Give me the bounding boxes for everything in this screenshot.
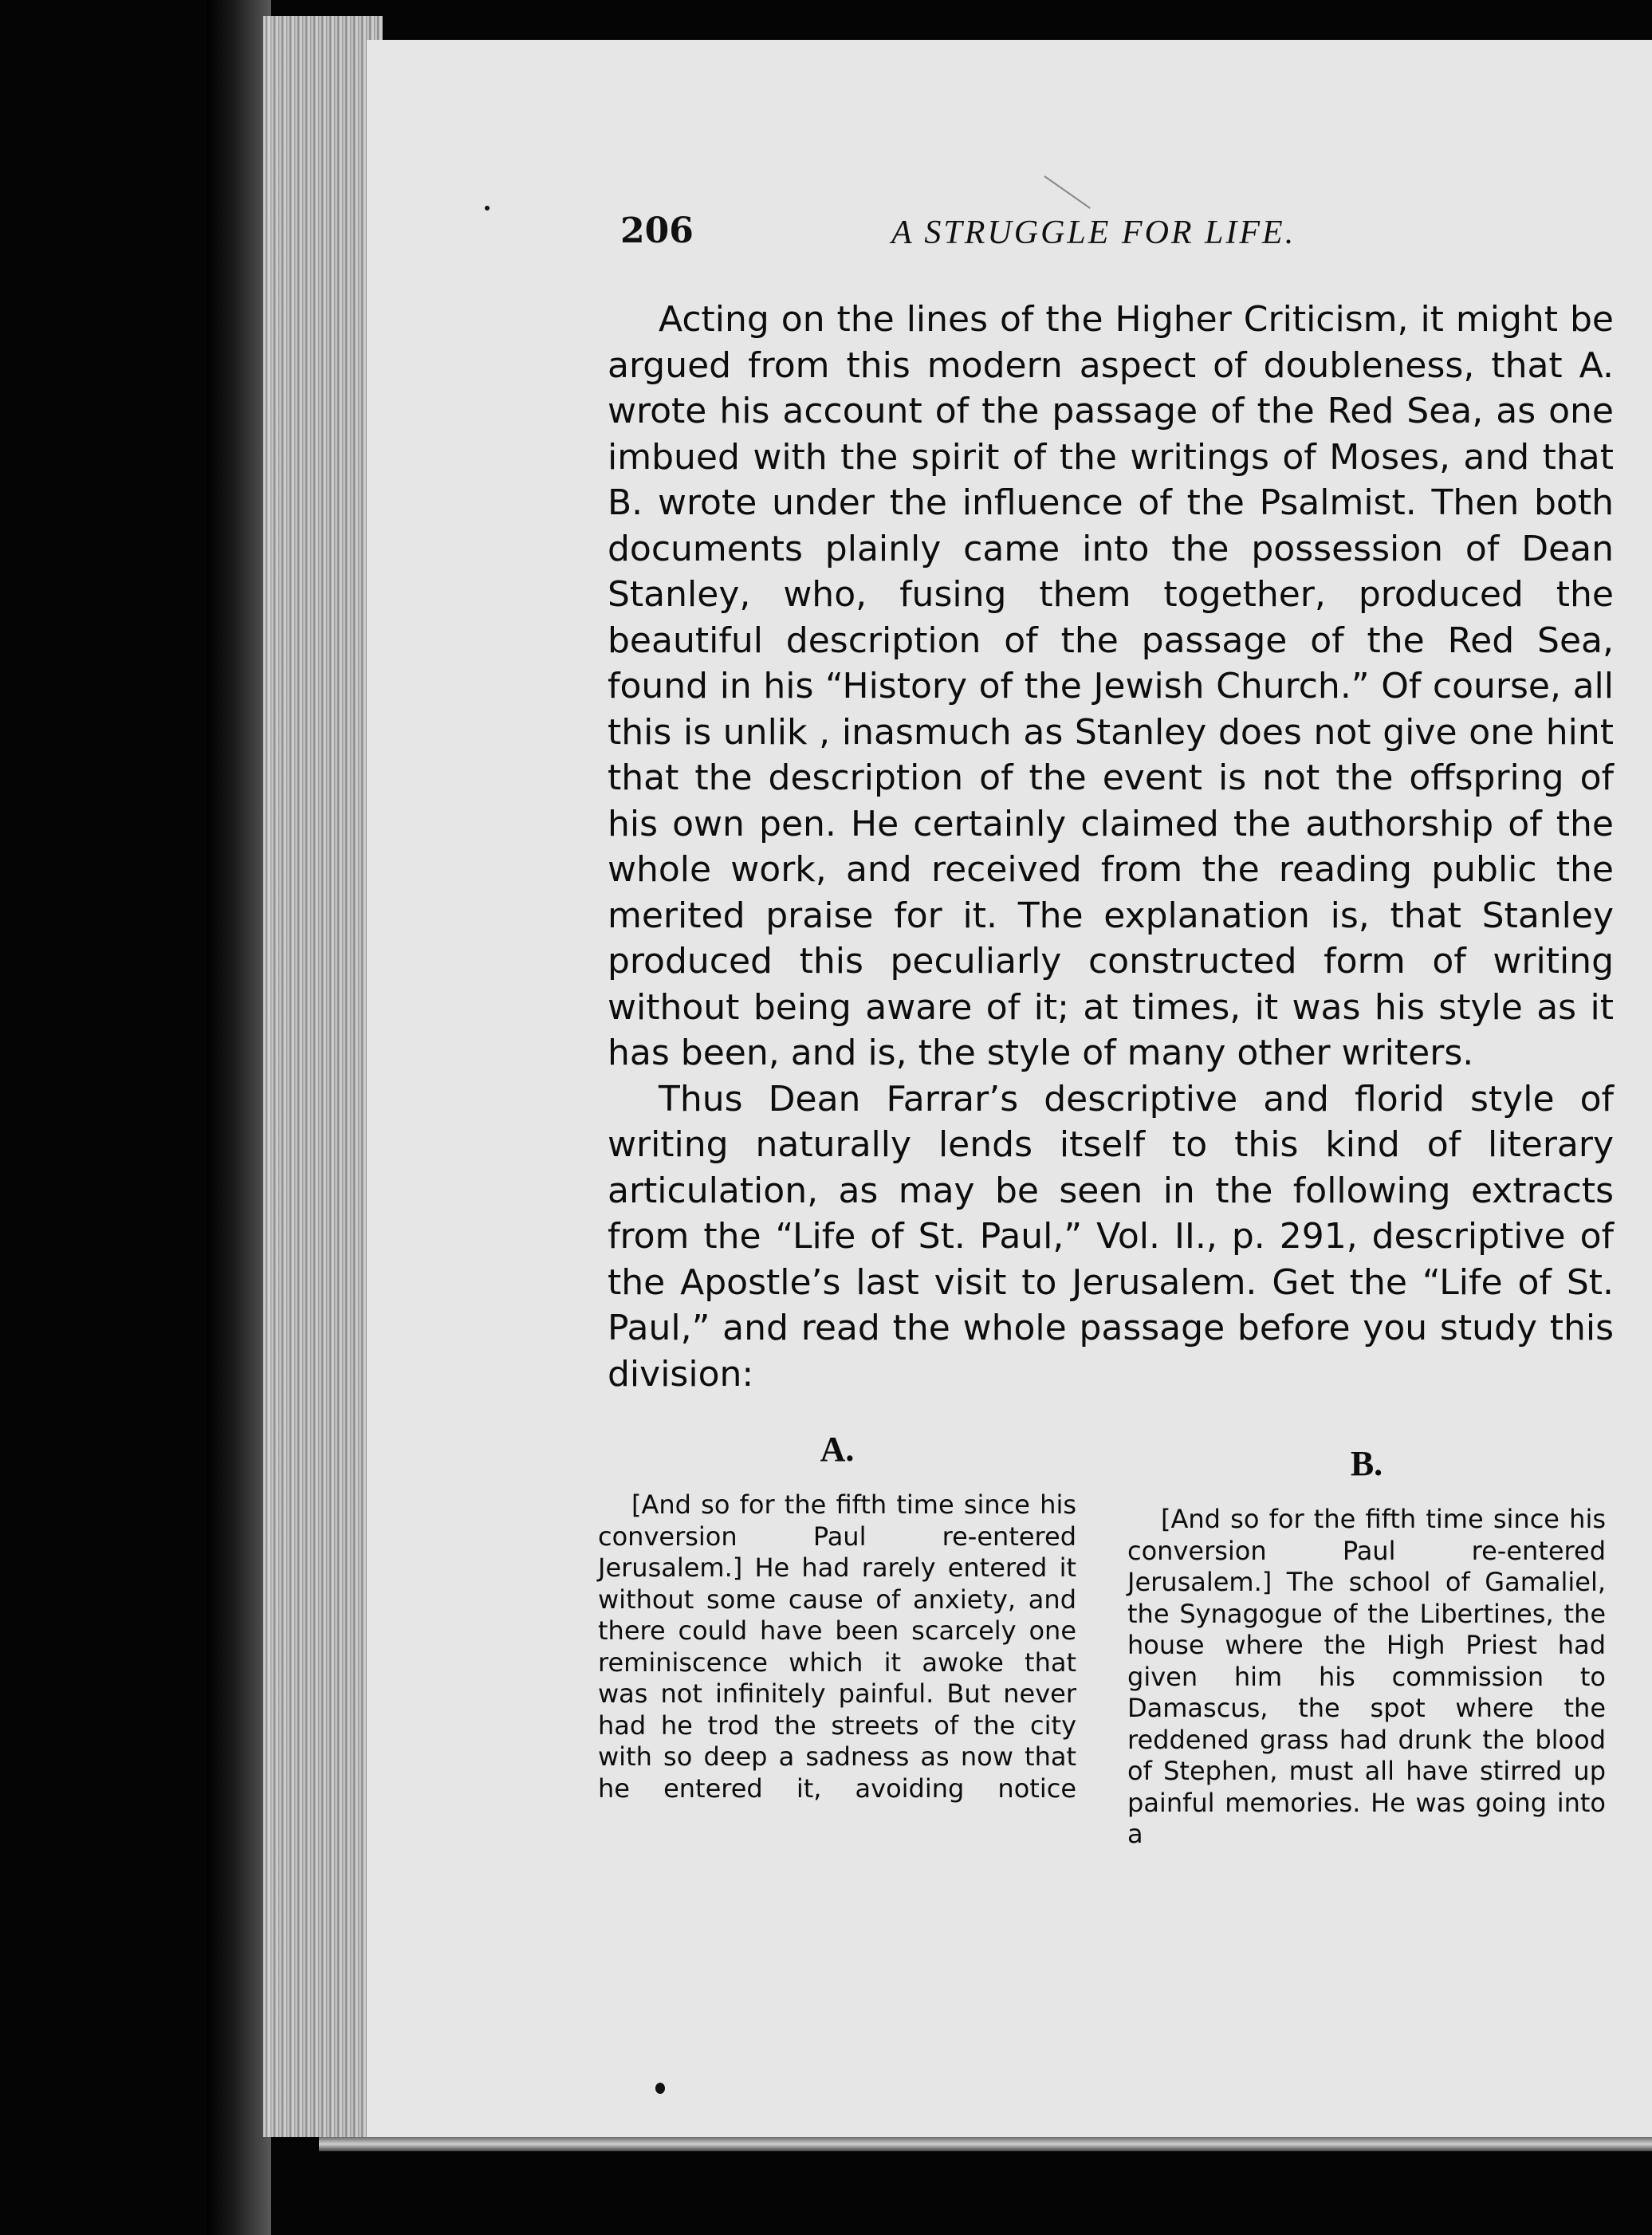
running-title: A STRUGGLE FOR LIFE.	[891, 214, 1296, 251]
column-b-text: [And so for the fifth time since his conversion Paul re-entered Jerusalem.] The school of Gamaliel, the Synagogue of the Libertines, the house where the High Priest had given him his commission to Damascus, the spot where the reddened grass had drunk the blood of Stephen, must all have stirred up painful memories. He was going into a	[1127, 1504, 1606, 1849]
body-text	[608, 297, 1614, 1397]
book-gutter-shadow	[207, 0, 271, 2235]
paragraph-2: Thus Dean Farrar’s descriptive and florid style of writing naturally lends itself to this kind of literary articulation, as may be seen in the following extracts from the “Life of St. Paul,” Vol. II., p. 291, descriptive of the Apostle’s last visit to Jerusalem. Get the “Life of St. Paul,” and read the whole passage before you study this division:	[608, 1078, 1614, 1395]
page-number: 206	[620, 211, 694, 251]
paragraph-1: Acting on the lines of the Higher Criticism, it might be argued from this modern aspect of doubleness, that A. wrote his account of the passage of the Red Sea, as one imbued with the spirit of the writings of Moses, and that B. wrote under the influence of the Psalmist. Then both documents plainly came into the possession of Dean Stanley, who, fusing them together, produced the beautiful description of the passage of the Red Sea, found in his “History of the Jewish Church.” Of course, all this is unlik , inasmuch as Stanley does not give one hint that the description of the event is not the offspring of his own pen. He certainly claimed the authorship of the whole work, and received from the reading public the merited praise for it. The explanation is, that Stanley produced this peculiarly constructed form of writing without being aware of it; at times, it was his style as it has been, and is, the style of many other writers.	[608, 299, 1614, 1073]
column-b	[1127, 1442, 1606, 1851]
ink-speck	[655, 2083, 665, 2094]
ink-speck-small	[485, 206, 490, 211]
page-bottom-edge	[319, 2137, 1652, 2151]
column-a-text: [And so for the fifth time since his conversion Paul re-entered Jerusalem.] He had rarely entered it without some cause of anxiety, and there could have been scarcely one reminiscence which it awoke that was not infinitely painful. But never had he trod the streets of the city with so deep a sadness as now that he entered it, avoiding notice	[598, 1489, 1076, 1804]
column-a-heading: A.	[820, 1430, 855, 1469]
column-b-heading: B.	[1350, 1444, 1383, 1483]
column-a	[598, 1427, 1076, 1804]
page-edges	[263, 16, 383, 2137]
